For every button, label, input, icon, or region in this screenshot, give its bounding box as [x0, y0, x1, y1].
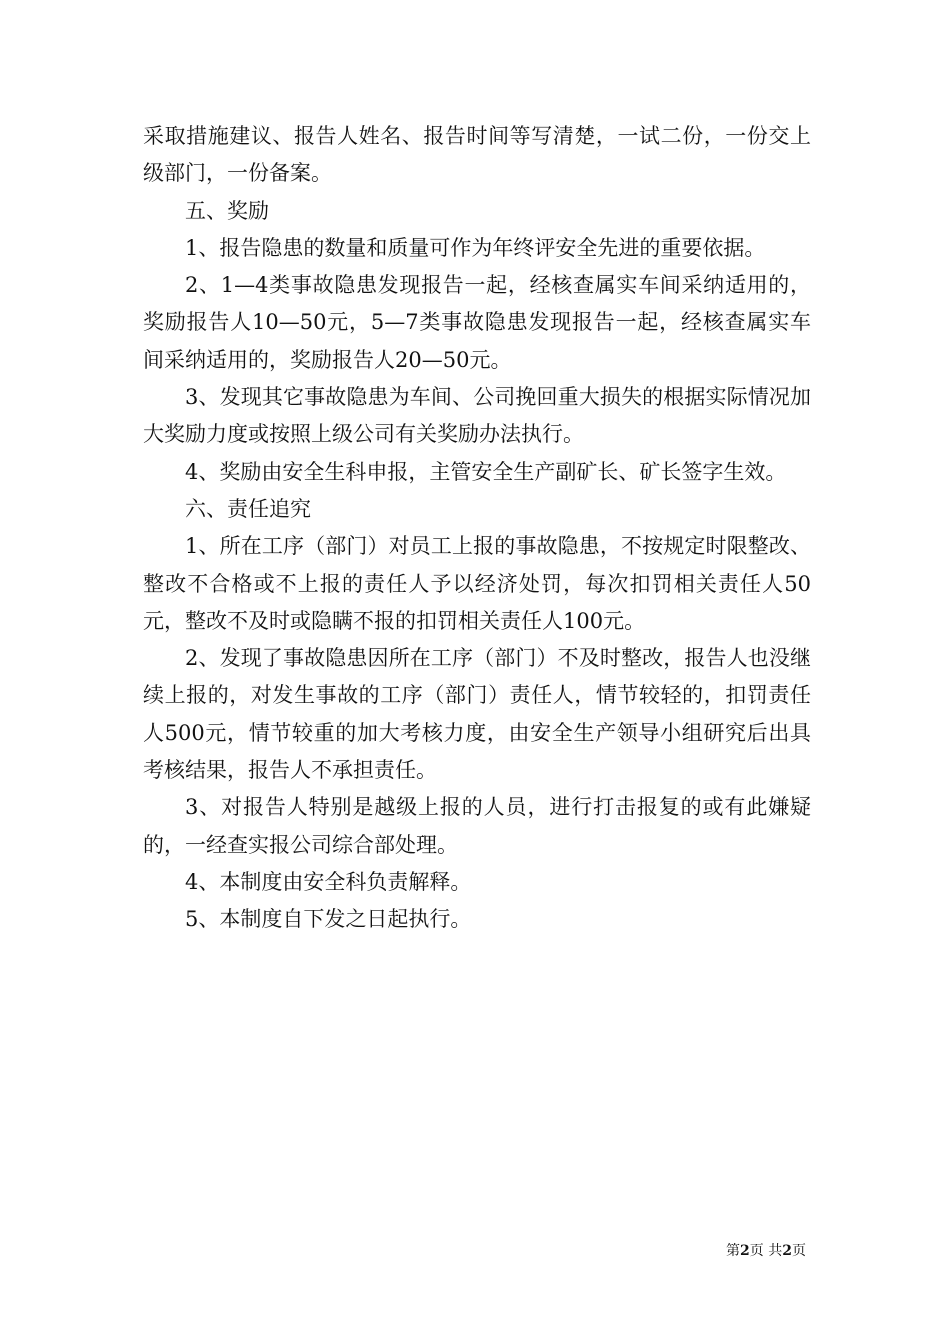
section-heading-accountability: 六、责任追究: [185, 496, 311, 521]
paragraph-accountability-1: 1、所在工序（部门）对员工上报的事故隐患，不按规定时限整改、整改不合格或不上报的责任人予以经济处罚，每次扣罚相关责任人50元，整改不及时或隐瞒不报的扣罚相关责任人100元。: [143, 534, 811, 633]
footer-prefix: 第: [726, 1243, 741, 1259]
paragraph-reward-3: 3、发现其它事故隐患为车间、公司挽回重大损失的根据实际情况加大奖励力度或按照上级公司有关奖励办法执行。: [143, 385, 811, 447]
page-footer: [726, 1242, 806, 1260]
paragraph-reward-2: 2、1—4类事故隐患发现报告一起，经核查属实车间采纳适用的，奖励报告人10—50元，5—7类事故隐患发现报告一起，经核查属实车间采纳适用的，奖励报告人20—50元。: [143, 273, 811, 372]
paragraph-reward-4: 4、奖励由安全生科申报，主管安全生产副矿长、矿长签字生效。: [185, 459, 787, 484]
document-body: [143, 118, 811, 939]
paragraph-continuation: 采取措施建议、报告人姓名、报告时间等写清楚，一试二份，一份交上级部门，一份备案。: [143, 124, 811, 186]
paragraph-reward-1: 1、报告隐患的数量和质量可作为年终评安全先进的重要依据。: [185, 235, 766, 260]
paragraph-accountability-4: 4、本制度由安全科负责解释。: [185, 869, 472, 894]
paragraph-accountability-5: 5、本制度自下发之日起执行。: [185, 907, 472, 932]
current-page-number: 2: [740, 1243, 750, 1259]
footer-suffix: 页: [792, 1243, 806, 1259]
paragraph-accountability-2: 2、发现了事故隐患因所在工序（部门）不及时整改，报告人也没继续上报的，对发生事故的工序（部门）责任人，情节较轻的，扣罚责任人500元，情节较重的加大考核力度，由安全生产领导小组研究后出具考核结果，报告人不承担责任。: [143, 646, 811, 783]
total-page-number: 2: [782, 1243, 792, 1259]
footer-middle: 页 共: [749, 1243, 783, 1259]
section-heading-rewards: 五、奖励: [185, 198, 269, 223]
paragraph-accountability-3: 3、对报告人特别是越级上报的人员，进行打击报复的或有此嫌疑的，一经查实报公司综合部处理。: [143, 795, 811, 857]
